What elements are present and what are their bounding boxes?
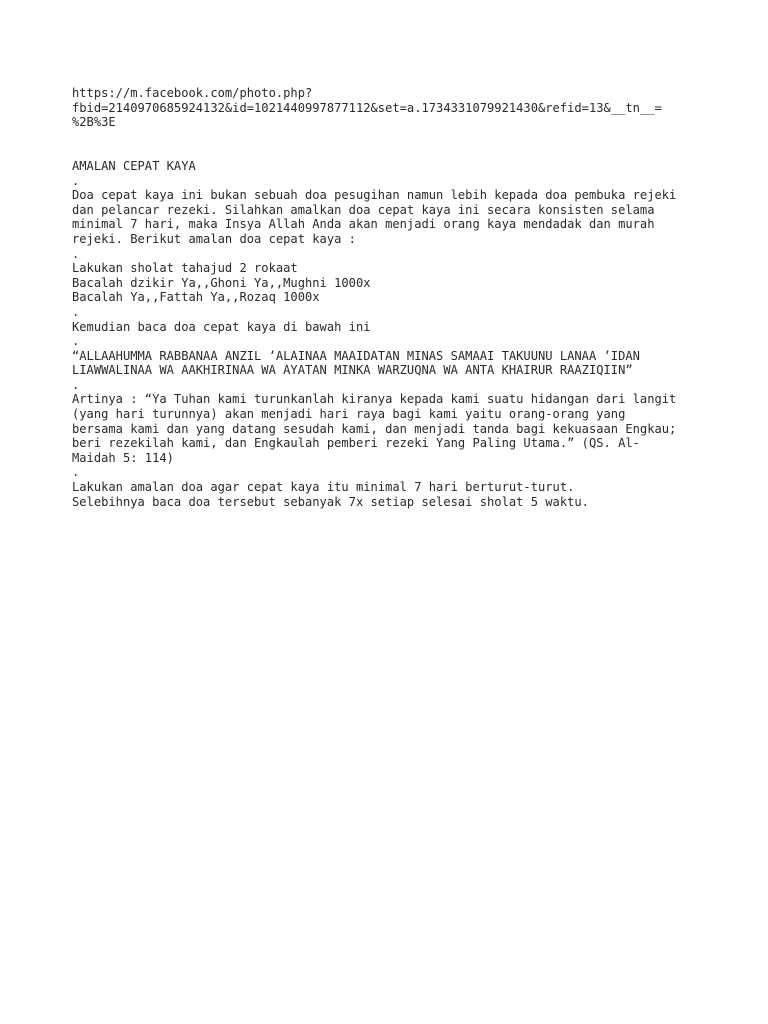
steps-list [72, 261, 712, 305]
url-line: fbid=2140970685924132&id=1021440997877112&set=a.1734331079921430&refid=13&__tn__= [72, 100, 662, 115]
meaning-paragraph [72, 392, 712, 465]
document-body [72, 86, 712, 509]
separator-dot: . [72, 377, 80, 392]
then-line: Kemudian baca doa cepat kaya di bawah ini [72, 319, 371, 334]
separator-dot: . [72, 246, 80, 261]
prayer-line: “ALLAAHUMMA RABBANAA ANZIL ’ALAINAA MAAIDATAN MINAS SAMAAI TAKUUNU LANAA ’IDAN [72, 348, 640, 363]
text-line: rejeki. Berikut amalan doa cepat kaya : [72, 231, 356, 246]
intro-paragraph [72, 188, 712, 246]
prayer-line: LIAWWALINAA WA AAKHIRINAA WA AYATAN MINKA WARZUQNA WA ANTA KHAIRUR RAAZIQIIN” [72, 363, 633, 378]
document-title: AMALAN CEPAT KAYA [72, 158, 196, 173]
text-line: Lakukan amalan doa agar cepat kaya itu minimal 7 hari berturut-turut. [72, 480, 575, 495]
text-line: Maidah 5: 114) [72, 450, 174, 465]
url-line: %2B%3E [72, 115, 116, 130]
text-line: dan pelancar rezeki. Silahkan amalkan doa cepat kaya ini secara konsisten selama [72, 202, 655, 217]
step-item: Bacalah Ya,,Fattah Ya,,Rozaq 1000x [72, 290, 320, 305]
separator-dot: . [72, 334, 80, 349]
prayer-text [72, 349, 712, 378]
separator-dot: . [72, 173, 80, 188]
url-line: https://m.facebook.com/photo.php? [72, 86, 313, 100]
text-line: beri rezekilah kami, dan Engkaulah pemberi rezeki Yang Paling Utama.” (QS. Al- [72, 436, 640, 451]
separator-dot: . [72, 304, 80, 319]
spacer [72, 130, 712, 159]
text-line: Artinya : “Ya Tuhan kami turunkanlah kiranya kepada kami suatu hidangan dari langit [72, 392, 677, 407]
text-line: (yang hari turunnya) akan menjadi hari raya bagi kami yaitu orang-orang yang [72, 407, 626, 422]
step-item: Bacalah dzikir Ya,,Ghoni Ya,,Mughni 1000x [72, 275, 371, 290]
text-line: minimal 7 hari, maka Insya Allah Anda akan menjadi orang kaya mendadak dan murah [72, 217, 655, 232]
separator-dot: . [72, 465, 80, 480]
text-line: bersama kami dan yang datang sesudah kami, dan menjadi tanda bagi kekuasaan Engkau; [72, 421, 677, 436]
text-line: Selebihnya baca doa tersebut sebanyak 7x setiap selesai sholat 5 waktu. [72, 494, 589, 509]
closing-paragraph [72, 480, 712, 509]
text-line: Doa cepat kaya ini bukan sebuah doa pesugihan namun lebih kepada doa pembuka rejeki [72, 188, 677, 203]
source-url [72, 86, 712, 130]
step-item: Lakukan sholat tahajud 2 rokaat [72, 261, 298, 276]
